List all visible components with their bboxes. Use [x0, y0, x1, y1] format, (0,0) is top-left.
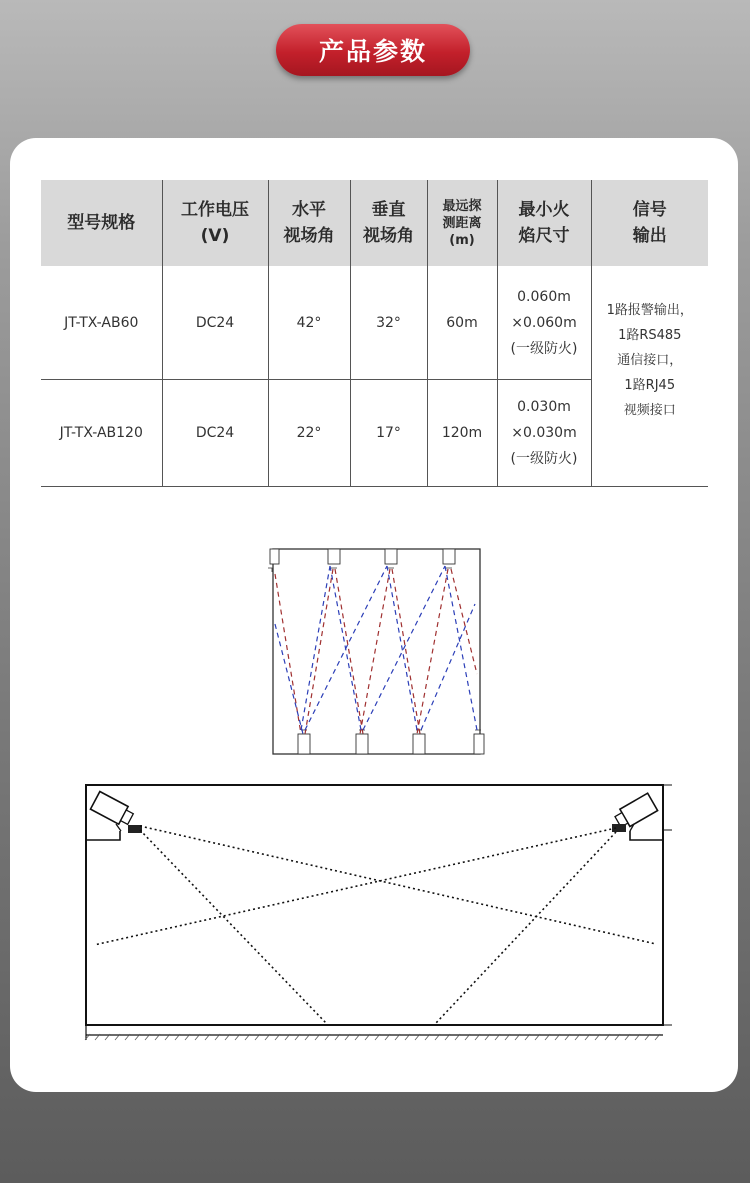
header-h-angle: 水平 视场角 — [268, 180, 350, 266]
cell-v-angle: 32° — [350, 266, 427, 380]
header-flame: 最小火 焰尺寸 — [497, 180, 591, 266]
header-distance: 最远探 测距离 (m) — [427, 180, 497, 266]
cell-v-angle: 17° — [350, 380, 427, 487]
cell-voltage: DC24 — [162, 380, 268, 487]
header-v-angle: 垂直 视场角 — [350, 180, 427, 266]
cell-model: JT-TX-AB60 — [41, 266, 162, 380]
header-model: 型号规格 — [41, 180, 162, 266]
cell-signal: 1路报警输出， 1路RS485 通信接口， 1路RJ45 视频接口 — [591, 266, 708, 487]
spec-table — [41, 180, 708, 487]
content-card — [10, 138, 738, 1092]
header-signal: 信号 输出 — [591, 180, 708, 266]
cell-distance: 60m — [427, 266, 497, 380]
camera-left-icon — [90, 791, 142, 833]
table-row — [41, 266, 708, 380]
cell-h-angle: 22° — [268, 380, 350, 487]
side-view-diagram — [80, 778, 680, 1043]
cell-model: JT-TX-AB120 — [41, 380, 162, 487]
top-view-diagram — [265, 544, 495, 760]
cell-h-angle: 42° — [268, 266, 350, 380]
cell-flame: 0.030m ×0.030m (一级防火) — [497, 380, 591, 487]
section-title-text: 产品参数 — [318, 37, 427, 66]
table-header-row — [41, 180, 708, 266]
cell-distance: 120m — [427, 380, 497, 487]
header-voltage: 工作电压 (V) — [162, 180, 268, 266]
cell-voltage: DC24 — [162, 266, 268, 380]
camera-right-icon — [612, 793, 658, 832]
section-title — [276, 24, 470, 76]
cell-flame: 0.060m ×0.060m (一级防火) — [497, 266, 591, 380]
